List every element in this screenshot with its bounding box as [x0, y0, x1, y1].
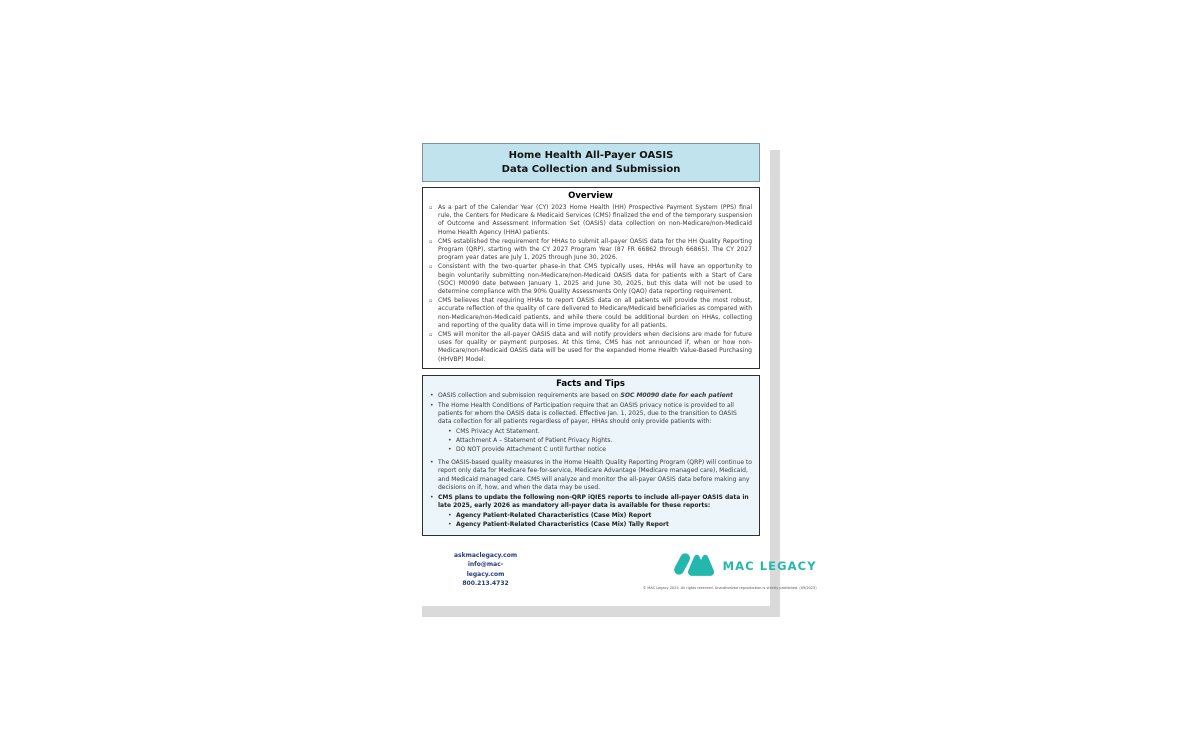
dot-bullet-icon: • [448, 446, 452, 454]
square-bullet-icon: ▫ [429, 264, 433, 271]
mac-legacy-logo-icon [672, 551, 716, 581]
dot-bullet-icon: • [430, 459, 434, 467]
facts-bullet-text: CMS plans to update the following non-QRP iQIES reports to include all-payer OASIS data in late 2025, early 2026 as mandatory all-payer data is available for these reports: [438, 493, 749, 509]
overview-bullet-text: CMS will monitor the all-payer OASIS data and will notify providers when decisions are made for future uses for quality or payment purposes. At this time, CMS has not announced if, when or how non-Medicare/non-Medicaid OASIS data will be used for the expanded Home Health Value-Based Purchasing (HHVBP) Model. [438, 331, 752, 363]
square-bullet-icon: ▫ [429, 205, 433, 211]
page-title-line1: Home Health All-Payer OASIS [508, 150, 674, 161]
logo-block [517, 551, 817, 593]
overview-bullet-text: CMS believes that requiring HHAs to report OASIS data on all patients will provide the most robust, accurate reflection of the quality of care delivered to Medicare/Medicaid beneficiaries as compared with non-Medicare/non-Medicaid patients, and while there could be additional burden on HHAs, collecting and reporting of the quality data will in time improve quality for all patients. [438, 297, 752, 329]
facts-bullet [430, 459, 752, 492]
facts-bullet-text [438, 392, 752, 400]
dot-bullet-icon: • [448, 436, 452, 444]
logo-row [517, 551, 817, 581]
flyer-page [412, 139, 817, 606]
facts-bullet1-prefix: OASIS collection and submission requirements are based on [438, 391, 621, 399]
facts-section [422, 375, 760, 536]
facts-bullet1-emphasis: SOC M0090 date for each patient [620, 391, 733, 399]
facts-sub-bullet-text: CMS Privacy Act Statement. [456, 427, 540, 435]
facts-sub-bullet [448, 446, 752, 454]
square-bullet-icon: ▫ [429, 332, 433, 339]
overview-bullet [429, 331, 752, 364]
facts-sub-bullet [448, 521, 752, 529]
overview-bullet [429, 204, 752, 237]
logo-wordmark: MAC LEGACY [722, 558, 817, 573]
overview-bullet-text: Consistent with the two-quarter phase-in that CMS typically uses, HHAs will have an opportunity to begin voluntarily submitting non-Medicare/non-Medicaid OASIS data for patients with a Start of Care (SOC) M0090 date between January 1, 2025 and June 30, 2025, but this data will not be used to determine compliance with the 90% Quality Assessments Only (QAO) data reporting requirement. [438, 263, 752, 296]
dot-bullet-icon: • [448, 427, 452, 435]
dot-bullet-icon: • [430, 493, 434, 501]
copyright-line: © MAC Legacy 2025. All rights reserved. Unauthorized reproduction is strictly prohibited. (09/2025) [642, 585, 817, 590]
contact-email: info@mac-legacy.com [466, 561, 505, 578]
facts-sub-bullet-text: Attachment A – Statement of Patient Privacy Rights. [456, 436, 613, 444]
overview-bullet-text: As a part of the Calendar Year (CY) 2023 Home Health (HH) Prospective Payment System (PPS) final rule, the Centers for Medicare & Medicaid Services (CMS) finalized the end of the temporary suspension of Outcome and Assessment Information Set (OASIS) data collection on non-Medicare/non-Medicaid Home Health Agency (HHA) patients. [438, 204, 752, 236]
page-title-line2: Data Collection and Submission [501, 164, 681, 175]
dot-bullet-icon: • [448, 511, 452, 519]
facts-heading: Facts and Tips [556, 378, 625, 389]
overview-bullet [429, 263, 752, 296]
facts-sub-bullet-text: Agency Patient-Related Characteristics (Case Mix) Report [456, 511, 652, 519]
facts-sub-bullet [448, 428, 752, 436]
footer [412, 536, 817, 593]
facts-sub-bullet [448, 437, 752, 445]
contact-phone: 800.213.4732 [462, 580, 509, 588]
overview-heading: Overview [568, 191, 613, 201]
overview-bullet-text: CMS established the requirement for HHAs to submit all-payer OASIS data for the HH Quality Reporting Program (QRP), starting with the CY 2027 Program Year (87 FR 66862 through 66865). The CY 2027 program year dates are July 1, 2025 through June 30, 2026. [438, 237, 752, 262]
facts-bullet-text: The OASIS-based quality measures in the Home Health Quality Reporting Program (QRP) will continue to report only data for Medicare fee-for-service, Medicare Advantage (Medicare managed care), Medicaid, and Medicaid managed care. CMS will analyze and monitor the all-payer OASIS data before making any decisions on if, how, and when the data may be used. [438, 459, 752, 491]
square-bullet-icon: ▫ [429, 238, 433, 245]
facts-sub-bullet-text: DO NOT provide Attachment C until further notice [456, 446, 606, 454]
overview-section [422, 187, 760, 369]
dot-bullet-icon: • [430, 401, 434, 409]
overview-bullet [429, 238, 752, 263]
overview-bullet [429, 297, 752, 330]
contact-website: askmaclegacy.com [454, 551, 518, 559]
facts-sub-bullet [448, 512, 752, 520]
facts-bullet [430, 392, 752, 400]
square-bullet-icon: ▫ [429, 298, 433, 305]
facts-bullet [430, 494, 752, 510]
dot-bullet-icon: • [430, 391, 434, 399]
facts-sub-bullet-text: Agency Patient-Related Characteristics (Case Mix) Tally Report [456, 520, 669, 528]
contact-block [454, 551, 517, 589]
facts-bullet [430, 402, 752, 427]
title-banner [422, 143, 760, 182]
facts-bullet-text: The Home Health Conditions of Participation require that an OASIS privacy notice is provided to all patients for whom the OASIS data is collected. Effective Jan. 1, 2025, due to the transition to OASIS data collection for all patients regardless of payer, HHAs should only provide patients with: [438, 401, 737, 425]
dot-bullet-icon: • [448, 520, 452, 528]
